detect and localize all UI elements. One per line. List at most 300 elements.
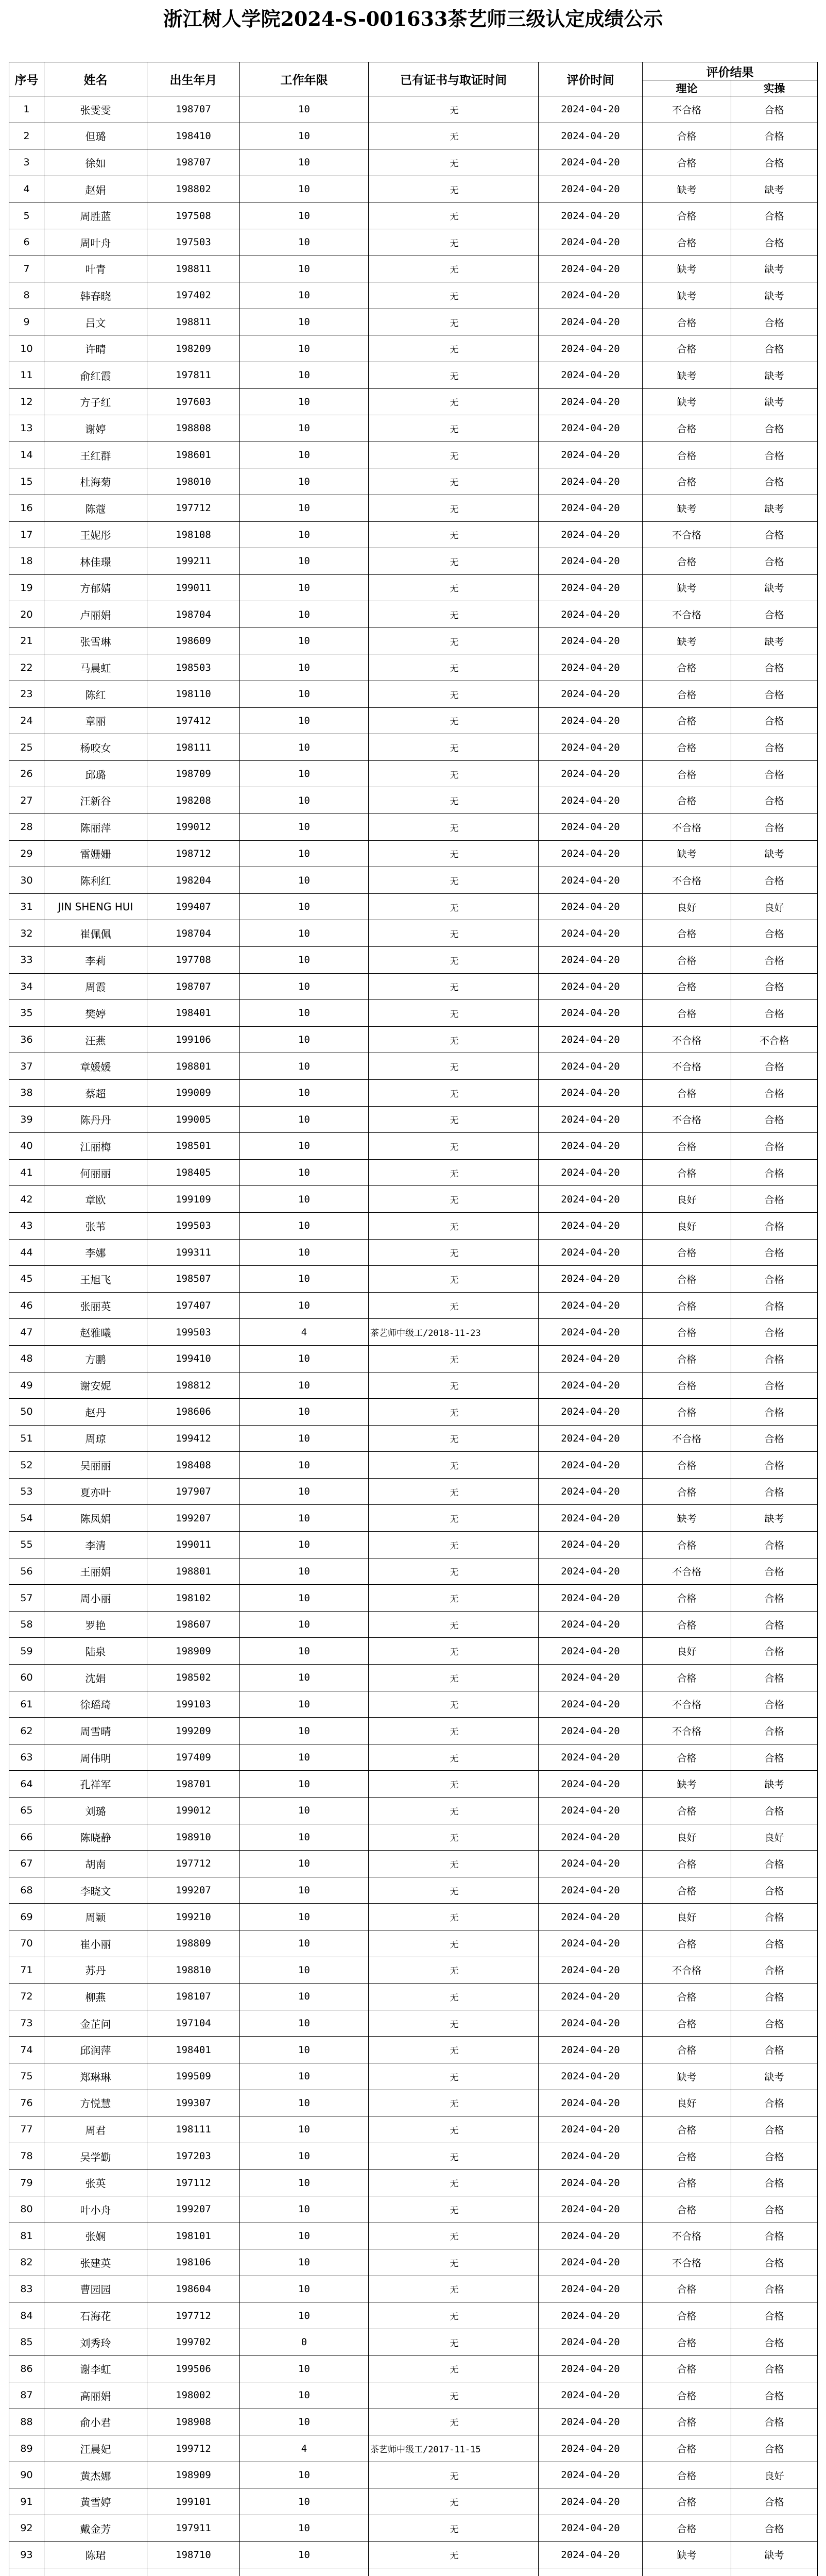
cell-theory: 合格 <box>643 920 731 947</box>
cell-theory: 合格 <box>643 2382 731 2409</box>
cell-birth: 198909 <box>147 2462 240 2488</box>
cell-practice: 合格 <box>731 415 818 442</box>
cell-eval-date: 2024-04-20 <box>539 1771 643 1798</box>
cell-cert: 无 <box>369 760 539 787</box>
table-row <box>9 681 818 708</box>
cell-name: 俞红霞 <box>44 362 147 388</box>
cell-name: 王旭飞 <box>44 1266 147 1293</box>
table-row <box>9 920 818 947</box>
cell-cert: 无 <box>369 1611 539 1638</box>
cell-eval-date: 2024-04-20 <box>539 335 643 362</box>
cell-index: 7 <box>9 256 44 282</box>
cell-cert: 无 <box>369 2223 539 2249</box>
cell-index: 56 <box>9 1558 44 1585</box>
cell-cert: 无 <box>369 1851 539 1877</box>
cell-birth: 199207 <box>147 1505 240 1532</box>
cell-eval-date: 2024-04-20 <box>539 1478 643 1505</box>
cell-name: 崔小丽 <box>44 1930 147 1957</box>
cell-theory: 合格 <box>643 973 731 1000</box>
cell-practice: 合格 <box>731 335 818 362</box>
table-row <box>9 1053 818 1080</box>
cell-cert: 无 <box>369 707 539 734</box>
header-practice: 实操 <box>731 80 818 96</box>
cell-index: 69 <box>9 1904 44 1930</box>
cell-cert: 无 <box>369 1106 539 1133</box>
table-header <box>9 62 818 96</box>
cell-years: 10 <box>240 229 369 256</box>
cell-cert: 无 <box>369 1877 539 1904</box>
cell-birth: 198606 <box>147 1399 240 1426</box>
cell-theory: 合格 <box>643 1159 731 1186</box>
cell-index: 26 <box>9 760 44 787</box>
cell-theory: 不合格 <box>643 1425 731 1452</box>
cell-practice: 合格 <box>731 2037 818 2063</box>
cell-eval-date: 2024-04-20 <box>539 388 643 415</box>
cell-index: 90 <box>9 2462 44 2488</box>
cell-name: 张娴 <box>44 2223 147 2249</box>
cell-cert: 无 <box>369 123 539 149</box>
cell-theory: 合格 <box>643 1000 731 1027</box>
cell-years: 10 <box>240 1452 369 1479</box>
cell-years: 0 <box>240 2329 369 2355</box>
cell-eval-date: 2024-04-20 <box>539 681 643 708</box>
cell-name: 曹园园 <box>44 2276 147 2302</box>
cell-index: 15 <box>9 468 44 495</box>
cell-index: 89 <box>9 2435 44 2462</box>
cell-name: 石海花 <box>44 2302 147 2329</box>
table-row <box>9 362 818 388</box>
cell-name: 周雪晴 <box>44 1718 147 1744</box>
cell-years: 10 <box>240 1718 369 1744</box>
cell-years: 10 <box>240 123 369 149</box>
table-row <box>9 574 818 601</box>
cell-years: 10 <box>240 1345 369 1372</box>
cell-name: 刘璐 <box>44 1798 147 1824</box>
cell-practice: 缺考 <box>731 282 818 309</box>
table-row <box>9 707 818 734</box>
cell-cert: 无 <box>369 1957 539 1984</box>
cell-cert: 无 <box>369 2462 539 2488</box>
cell-eval-date <box>539 2568 643 2576</box>
table-row <box>9 2196 818 2223</box>
cell-index: 65 <box>9 1798 44 1824</box>
cell-practice: 合格 <box>731 2302 818 2329</box>
cell-theory: 合格 <box>643 2143 731 2170</box>
table-row <box>9 2355 818 2382</box>
cell-cert: 无 <box>369 1984 539 2010</box>
cell-eval-date: 2024-04-20 <box>539 1452 643 1479</box>
cell-cert: 无 <box>369 1133 539 1160</box>
cell-index: 91 <box>9 2488 44 2515</box>
cell-birth: 198709 <box>147 760 240 787</box>
cell-eval-date: 2024-04-20 <box>539 2196 643 2223</box>
table-row <box>9 282 818 309</box>
cell-cert: 无 <box>369 840 539 867</box>
cell-birth: 197508 <box>147 202 240 229</box>
cell-theory: 合格 <box>643 2276 731 2302</box>
cell-birth: 199207 <box>147 2196 240 2223</box>
cell-years: 10 <box>240 628 369 654</box>
cell-name: 徐瑶琦 <box>44 1691 147 1718</box>
cell-eval-date: 2024-04-20 <box>539 2143 643 2170</box>
cell-name: 陆泉 <box>44 1638 147 1665</box>
cell-cert: 无 <box>369 1904 539 1930</box>
table-row <box>9 2223 818 2249</box>
table-row <box>9 734 818 761</box>
cell-practice: 合格 <box>731 1239 818 1266</box>
cell-name: 周小丽 <box>44 1585 147 1612</box>
cell-eval-date: 2024-04-20 <box>539 760 643 787</box>
cell-practice: 合格 <box>731 1798 818 1824</box>
cell-cert: 茶艺师中级工/2018-11-23 <box>369 1319 539 1346</box>
cell-cert: 无 <box>369 2063 539 2090</box>
cell-name: 刘秀玲 <box>44 2329 147 2355</box>
table-row <box>9 2276 818 2302</box>
cell-practice: 合格 <box>731 1904 818 1930</box>
cell-cert: 无 <box>369 1665 539 1691</box>
cell-birth: 198101 <box>147 2223 240 2249</box>
cell-theory: 不合格 <box>643 601 731 628</box>
cell-cert: 无 <box>369 681 539 708</box>
cell-cert: 无 <box>369 1159 539 1186</box>
cell-years: 10 <box>240 1372 369 1399</box>
table-row <box>9 814 818 841</box>
cell-practice: 合格 <box>731 1079 818 1106</box>
cell-eval-date: 2024-04-20 <box>539 548 643 575</box>
cell-index: 28 <box>9 814 44 841</box>
cell-index <box>9 2568 44 2576</box>
cell-years: 10 <box>240 468 369 495</box>
cell-name: 黄雪婷 <box>44 2488 147 2515</box>
cell-eval-date: 2024-04-20 <box>539 628 643 654</box>
cell-eval-date: 2024-04-20 <box>539 2462 643 2488</box>
cell-cert: 无 <box>369 1558 539 1585</box>
cell-years: 10 <box>240 495 369 521</box>
cell-eval-date: 2024-04-20 <box>539 2116 643 2143</box>
cell-cert: 无 <box>369 96 539 123</box>
cell-years: 10 <box>240 1532 369 1558</box>
cell-birth: 197409 <box>147 1744 240 1771</box>
cell-birth: 198204 <box>147 867 240 894</box>
cell-birth: 199410 <box>147 1345 240 1372</box>
cell-theory: 合格 <box>643 681 731 708</box>
cell-theory: 合格 <box>643 1372 731 1399</box>
cell-birth: 199109 <box>147 1186 240 1213</box>
cell-cert: 无 <box>369 229 539 256</box>
cell-theory: 缺考 <box>643 628 731 654</box>
cell-name: 张建英 <box>44 2249 147 2276</box>
cell-birth: 198811 <box>147 256 240 282</box>
cell-years: 10 <box>240 947 369 974</box>
cell-cert: 无 <box>369 1478 539 1505</box>
cell-index: 66 <box>9 1824 44 1851</box>
cell-eval-date: 2024-04-20 <box>539 495 643 521</box>
cell-eval-date: 2024-04-20 <box>539 654 643 681</box>
cell-theory: 缺考 <box>643 574 731 601</box>
cell-eval-date: 2024-04-20 <box>539 149 643 176</box>
cell-eval-date: 2024-04-20 <box>539 415 643 442</box>
cell-index: 34 <box>9 973 44 1000</box>
cell-index: 25 <box>9 734 44 761</box>
cell-theory: 良好 <box>643 1212 731 1239</box>
cell-practice: 合格 <box>731 123 818 149</box>
cell-practice: 合格 <box>731 1372 818 1399</box>
cell-birth: 199101 <box>147 2488 240 2515</box>
cell-index: 17 <box>9 521 44 548</box>
cell-eval-date: 2024-04-20 <box>539 256 643 282</box>
cell-years: 10 <box>240 1239 369 1266</box>
cell-index: 76 <box>9 2090 44 2116</box>
cell-index: 77 <box>9 2116 44 2143</box>
table-row <box>9 1851 818 1877</box>
cell-practice: 合格 <box>731 442 818 468</box>
cell-name: 叶小舟 <box>44 2196 147 2223</box>
cell-years <box>240 2568 369 2576</box>
cell-index: 43 <box>9 1212 44 1239</box>
cell-practice: 合格 <box>731 867 818 894</box>
cell-years: 10 <box>240 362 369 388</box>
cell-eval-date: 2024-04-20 <box>539 1558 643 1585</box>
cell-eval-date: 2024-04-20 <box>539 468 643 495</box>
cell-index: 33 <box>9 947 44 974</box>
cell-name: 苏丹 <box>44 1957 147 1984</box>
cell-cert: 无 <box>369 1824 539 1851</box>
cell-cert: 无 <box>369 867 539 894</box>
cell-birth: 197911 <box>147 2515 240 2542</box>
cell-cert: 无 <box>369 442 539 468</box>
cell-index: 23 <box>9 681 44 708</box>
cell-years: 10 <box>240 601 369 628</box>
cell-years: 10 <box>240 1558 369 1585</box>
cell-theory: 合格 <box>643 2329 731 2355</box>
cell-birth: 199210 <box>147 1904 240 1930</box>
cell-practice: 合格 <box>731 1425 818 1452</box>
cell-index: 73 <box>9 2010 44 2037</box>
table-row <box>9 1212 818 1239</box>
cell-practice: 缺考 <box>731 362 818 388</box>
cell-years: 10 <box>240 1904 369 1930</box>
cell-cert: 无 <box>369 973 539 1000</box>
cell-birth: 199503 <box>147 1212 240 1239</box>
cell-index: 67 <box>9 1851 44 1877</box>
cell-name: 方鹏 <box>44 1345 147 1372</box>
cell-years: 10 <box>240 814 369 841</box>
cell-eval-date: 2024-04-20 <box>539 1638 643 1665</box>
cell-years: 10 <box>240 2170 369 2196</box>
table-row <box>9 2249 818 2276</box>
cell-name: 许晴 <box>44 335 147 362</box>
cell-years: 10 <box>240 2355 369 2382</box>
cell-index: 64 <box>9 1771 44 1798</box>
cell-theory: 合格 <box>643 2515 731 2542</box>
cell-years: 10 <box>240 2196 369 2223</box>
cell-name: 方子红 <box>44 388 147 415</box>
cell-name: 章丽 <box>44 707 147 734</box>
cell-years: 10 <box>240 2462 369 2488</box>
cell-name: 王丽娟 <box>44 1558 147 1585</box>
cell-practice: 合格 <box>731 787 818 814</box>
cell-index: 51 <box>9 1425 44 1452</box>
cell-theory <box>643 2568 731 2576</box>
header-name: 姓名 <box>44 62 147 96</box>
cell-years: 10 <box>240 760 369 787</box>
cell-index: 35 <box>9 1000 44 1027</box>
cell-eval-date: 2024-04-20 <box>539 973 643 1000</box>
cell-name: 方悦慧 <box>44 2090 147 2116</box>
cell-theory: 合格 <box>643 734 731 761</box>
cell-years: 10 <box>240 1053 369 1080</box>
cell-name: 王妮彤 <box>44 521 147 548</box>
cell-practice: 合格 <box>731 1345 818 1372</box>
cell-eval-date: 2024-04-20 <box>539 2010 643 2037</box>
cell-practice: 合格 <box>731 734 818 761</box>
cell-years: 10 <box>240 893 369 920</box>
cell-birth: 198604 <box>147 2276 240 2302</box>
cell-cert: 无 <box>369 1292 539 1319</box>
cell-index: 36 <box>9 1026 44 1053</box>
table-row <box>9 2170 818 2196</box>
cell-practice: 合格 <box>731 2515 818 2542</box>
table-row <box>9 1904 818 1930</box>
cell-years: 10 <box>240 1159 369 1186</box>
table-row <box>9 947 818 974</box>
table-row <box>9 548 818 575</box>
cell-theory: 不合格 <box>643 814 731 841</box>
cell-years: 10 <box>240 309 369 335</box>
cell-name: 谢安妮 <box>44 1372 147 1399</box>
cell-practice: 合格 <box>731 1159 818 1186</box>
cell-name: 陈利红 <box>44 867 147 894</box>
cell-index: 3 <box>9 149 44 176</box>
cell-eval-date: 2024-04-20 <box>539 734 643 761</box>
cell-practice: 合格 <box>731 2196 818 2223</box>
table-row <box>9 1399 818 1426</box>
cell-years: 10 <box>240 415 369 442</box>
cell-years: 10 <box>240 654 369 681</box>
table-row <box>9 123 818 149</box>
cell-birth: 197907 <box>147 1478 240 1505</box>
cell-eval-date: 2024-04-20 <box>539 2090 643 2116</box>
cell-theory: 不合格 <box>643 1957 731 1984</box>
cell-eval-date: 2024-04-20 <box>539 1930 643 1957</box>
cell-index: 24 <box>9 707 44 734</box>
cell-theory: 不合格 <box>643 1026 731 1053</box>
cell-practice: 合格 <box>731 1106 818 1133</box>
cell-practice: 缺考 <box>731 2063 818 2090</box>
cell-eval-date: 2024-04-20 <box>539 1611 643 1638</box>
cell-theory: 合格 <box>643 2355 731 2382</box>
table-row <box>9 2541 818 2568</box>
table-row <box>9 202 818 229</box>
cell-birth: 197603 <box>147 388 240 415</box>
cell-index: 49 <box>9 1372 44 1399</box>
cell-birth: 198609 <box>147 628 240 654</box>
cell-cert: 无 <box>369 2090 539 2116</box>
cell-birth: 199712 <box>147 2435 240 2462</box>
cell-index: 57 <box>9 1585 44 1612</box>
cell-birth: 197712 <box>147 1851 240 1877</box>
cell-practice: 缺考 <box>731 176 818 202</box>
cell-birth: 199009 <box>147 1079 240 1106</box>
cell-theory: 缺考 <box>643 1505 731 1532</box>
cell-index: 4 <box>9 176 44 202</box>
cell-index: 19 <box>9 574 44 601</box>
cell-birth: 198908 <box>147 2409 240 2435</box>
cell-cert: 无 <box>369 628 539 654</box>
cell-cert: 无 <box>369 2488 539 2515</box>
cell-cert: 无 <box>369 1026 539 1053</box>
cell-years: 10 <box>240 548 369 575</box>
cell-theory: 合格 <box>643 1478 731 1505</box>
cell-practice: 合格 <box>731 1611 818 1638</box>
cell-practice: 合格 <box>731 149 818 176</box>
cell-years: 10 <box>240 840 369 867</box>
cell-practice: 合格 <box>731 947 818 974</box>
cell-birth: 198108 <box>147 521 240 548</box>
cell-index: 81 <box>9 2223 44 2249</box>
cell-index: 2 <box>9 123 44 149</box>
cell-name: 陈晓静 <box>44 1824 147 1851</box>
cell-years: 10 <box>240 149 369 176</box>
cell-theory: 合格 <box>643 1239 731 1266</box>
cell-cert: 无 <box>369 2329 539 2355</box>
cell-theory: 不合格 <box>643 2223 731 2249</box>
cell-cert: 无 <box>369 548 539 575</box>
table-row <box>9 1239 818 1266</box>
cell-practice: 合格 <box>731 2409 818 2435</box>
table-row <box>9 1984 818 2010</box>
cell-years: 10 <box>240 1186 369 1213</box>
cell-cert: 无 <box>369 787 539 814</box>
cell-theory: 合格 <box>643 1319 731 1346</box>
cell-years: 10 <box>240 2143 369 2170</box>
cell-practice: 合格 <box>731 1292 818 1319</box>
cell-theory: 良好 <box>643 893 731 920</box>
cell-cert: 无 <box>369 335 539 362</box>
cell-index: 31 <box>9 893 44 920</box>
score-table <box>9 62 818 2576</box>
table-body <box>9 96 818 2576</box>
cell-birth: 198501 <box>147 1133 240 1160</box>
cell-years: 10 <box>240 1478 369 1505</box>
cell-years: 10 <box>240 1691 369 1718</box>
cell-theory: 合格 <box>643 947 731 974</box>
cell-name: 邱润萍 <box>44 2037 147 2063</box>
cell-birth: 198808 <box>147 415 240 442</box>
cell-index: 11 <box>9 362 44 388</box>
cell-birth: 199011 <box>147 574 240 601</box>
cell-cert: 无 <box>369 1638 539 1665</box>
cell-index: 48 <box>9 1345 44 1372</box>
cell-birth: 198707 <box>147 96 240 123</box>
cell-birth: 199005 <box>147 1106 240 1133</box>
cell-eval-date: 2024-04-20 <box>539 1345 643 1372</box>
cell-theory: 不合格 <box>643 1691 731 1718</box>
cell-eval-date: 2024-04-20 <box>539 176 643 202</box>
cell-years: 10 <box>240 1824 369 1851</box>
cell-name: 蔡超 <box>44 1079 147 1106</box>
cell-eval-date: 2024-04-20 <box>539 1292 643 1319</box>
cell-eval-date: 2024-04-20 <box>539 2329 643 2355</box>
cell-cert: 无 <box>369 893 539 920</box>
cell-theory: 缺考 <box>643 840 731 867</box>
cell-index: 85 <box>9 2329 44 2355</box>
cell-name: 赵雅曦 <box>44 1319 147 1346</box>
header-eval-time: 评价时间 <box>539 62 643 96</box>
cell-practice: 良好 <box>731 1824 818 1851</box>
header-theory: 理论 <box>643 80 731 96</box>
cell-practice: 合格 <box>731 1478 818 1505</box>
